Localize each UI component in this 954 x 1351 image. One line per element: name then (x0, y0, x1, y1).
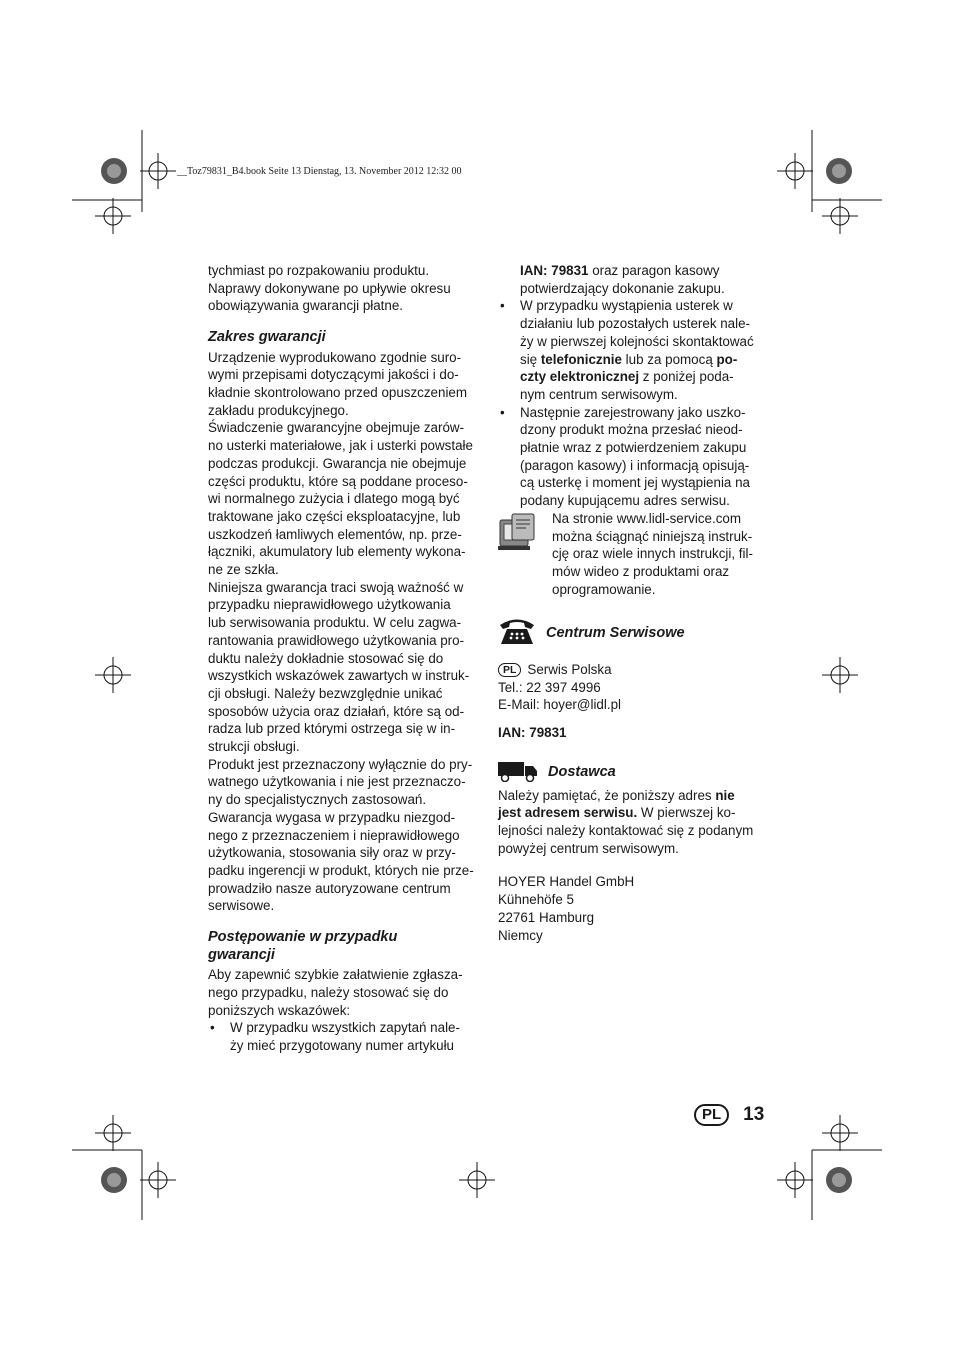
service-phone: Tel.: 22 397 4996 (498, 679, 601, 695)
web-text-line: Na stronie www.lidl-service.com (552, 510, 742, 526)
postepowanie-heading-cont: gwarancji (208, 946, 275, 963)
supplier-note (498, 804, 773, 822)
bullet-text-cont: cą usterkę i moment jej wystąpienia na (520, 475, 750, 491)
postepowanie-line: nego przypadku, należy stosować się do (208, 984, 449, 1000)
zakres-line: radza lub przed którymi ostrzega się w in- (208, 721, 456, 737)
bullet-glyph: • (210, 1020, 215, 1036)
list-item (498, 297, 773, 315)
zakres-line: zakładu produkcyjnego. (208, 402, 349, 418)
address-line: HOYER Handel GmbH (498, 874, 635, 890)
country-badge: PL (498, 663, 521, 677)
zakres-line: rantowania prawidłowego użytkowania pro- (208, 632, 465, 648)
address-line: Kühnehöfe 5 (498, 892, 574, 908)
bullet-text: lub za pomocą (621, 351, 717, 367)
zakres-line: Gwarancja wygasa w przypadku niezgod- (208, 809, 456, 825)
bullet-text: oraz paragon kasowy (588, 263, 720, 278)
zakres-line: Urządzenie wyprodukowano zgodnie suro- (208, 349, 462, 365)
zakres-line: wymi przepisami dotyczącymi jakości i do- (208, 367, 459, 383)
zakres-line: cji obsługi. Należy bezwzględnie unikać (208, 685, 443, 701)
truck-icon (498, 760, 538, 787)
supplier-note (498, 787, 773, 805)
bullet-text: W przypadku wystąpienia usterek w (520, 298, 733, 314)
bullet-text-cont (498, 368, 773, 386)
service-name-line (498, 661, 773, 679)
zakres-line: podczas produkcji. Gwarancja nie obejmuje (208, 455, 467, 471)
zakres-line: wi normalnego zużycia i dlatego mogą być (208, 491, 460, 507)
zakres-line: padku ingerencji w produkt, których nie prze- (208, 863, 474, 878)
zakres-line: ny do specjalistycznych zastosowań. (208, 792, 427, 808)
bullet-text-cont: potwierdzający dokonanie zakupu. (520, 280, 725, 296)
zakres-heading: Zakres gwarancji (208, 329, 326, 346)
zakres-line: Produkt jest przeznaczony wyłącznie do pry- (208, 756, 473, 772)
list-item (498, 404, 773, 422)
ian-inline: IAN: 79831 (520, 263, 589, 278)
zakres-line: części produktu, które są poddane proceso- (208, 473, 468, 489)
language-badge: PL (694, 1104, 729, 1126)
bullet-text-cont: nym centrum serwisowym. (520, 386, 678, 402)
zakres-line: kładnie skontrolowano przed opuszczeniem (208, 385, 468, 401)
zakres-line: sposobów użycia oraz działań, które są od- (208, 703, 465, 719)
service-heading-row (498, 616, 773, 651)
right-column (498, 262, 773, 944)
zakres-line: ne ze szkła. (208, 562, 279, 578)
zakres-line: strukcji obsługi. (208, 739, 300, 755)
bullet-text-cont: (paragon kasowy) i informacją opisują- (520, 457, 750, 473)
zakres-line: łączniki, akumulatory lub elementy wykona- (208, 544, 466, 560)
bullet-text-cont: dzony produkt można przesłać nieod- (520, 422, 743, 438)
bullet-glyph: • (500, 404, 505, 420)
postepowanie-heading: Postępowanie w przypadku (208, 929, 398, 946)
zakres-line: uszkodzeń łamliwych elementów, np. prze- (208, 526, 462, 542)
bold-email: po- (716, 351, 738, 367)
page-footer (694, 1104, 764, 1126)
web-text-line: oprogramowanie. (552, 581, 656, 597)
supplier-text: Należy pamiętać, że poniższy adres (498, 787, 716, 803)
zakres-line: lub serwisowania produktu. W celu zagwa- (208, 615, 462, 631)
bullet-text: Następnie zarejestrowany jako uszko- (520, 404, 746, 420)
zakres-line: przypadku nieprawidłowego użytkowania (208, 597, 451, 613)
ian-number: IAN: 79831 (498, 725, 567, 741)
bullet-text-cont: ży w pierwszej kolejności skontaktować (520, 333, 754, 349)
bullet-text-cont: działaniu lub pozostałych usterek nale- (520, 316, 751, 332)
bullet-text-cont (498, 262, 773, 280)
bullet-text: W przypadku wszystkich zapytań nale- (230, 1020, 460, 1036)
zakres-line: wszystkich wskazówek zawartych w instruk- (208, 668, 470, 684)
zakres-line: prowadziło nasze autoryzowane centrum (208, 880, 451, 896)
zakres-line: traktowane jako części eksploatacyjne, lub (208, 508, 461, 524)
bullet-text: się (520, 351, 541, 367)
address-line: Niemcy (498, 927, 543, 943)
supplier-heading-row (498, 760, 773, 787)
bullet-text-cont: ży mieć przygotowany numer artykułu (230, 1037, 455, 1053)
web-download-icon (498, 512, 542, 599)
web-text-line: cję oraz wiele innych instrukcji, fil- (552, 546, 753, 562)
supplier-text: W pierwszej ko- (637, 805, 736, 821)
list-item (208, 1019, 483, 1037)
supplier-heading: Dostawca (548, 764, 616, 781)
supplier-note: powyżej centrum serwisowym. (498, 840, 679, 856)
service-email: E-Mail: hoyer@lidl.pl (498, 697, 621, 713)
zakres-line: Świadczenie gwarancyjne obejmuje zarów- (208, 420, 465, 436)
zakres-line: Niniejsza gwarancja traci swoją ważność w (208, 579, 464, 595)
bullet-glyph: • (500, 298, 505, 314)
bold-phone: telefonicznie (540, 351, 622, 367)
postepowanie-line: Aby zapewnić szybkie załatwienie zgłasza- (208, 967, 463, 983)
phone-icon (498, 616, 536, 651)
intro-line: tychmiast po rozpakowaniu produktu. (208, 263, 430, 278)
service-name: Serwis Polska (527, 662, 612, 678)
bullet-text-cont: podany kupującemu adres serwisu. (520, 493, 730, 509)
web-download-note (498, 510, 773, 599)
supplier-bold: nie (715, 787, 735, 803)
web-text-line: można ściągnąć niniejszą instruk- (552, 528, 753, 544)
web-text-line: mów wideo z produktami oraz (552, 563, 730, 579)
address-line: 22761 Hamburg (498, 909, 595, 925)
zakres-line: duktu należy dokładnie stosować się do (208, 650, 444, 666)
bullet-text: z poniżej poda- (639, 369, 734, 385)
supplier-note: lejności należy kontaktować się z podanym (498, 822, 754, 838)
service-heading: Centrum Serwisowe (546, 624, 685, 641)
intro-line: Naprawy dokonywane po upływie okresu (208, 280, 451, 296)
left-column (208, 262, 483, 1055)
file-header: __Toz79831_B4.book Seite 13 Dienstag, 13. November 2012 12:32 00 (177, 166, 462, 177)
bullet-text-cont: płatnie wraz z potwierdzeniem zakupu (520, 440, 747, 456)
zakres-line: no usterki materiałowe, jak i usterki powstałe (208, 438, 473, 454)
bold-email: czty elektronicznej (520, 369, 640, 385)
zakres-line: nego z przeznaczeniem i nieprawidłowego (208, 827, 460, 843)
zakres-line: watnego użytkowania i nie jest przeznaczo- (208, 774, 466, 790)
bullet-text-cont (498, 351, 773, 369)
zakres-line: użytkowania, stosowania siły oraz w przy- (208, 845, 456, 861)
postepowanie-line: poniższych wskazówek: (208, 1002, 351, 1018)
page-number: 13 (743, 1104, 765, 1125)
zakres-line: serwisowe. (208, 898, 275, 914)
intro-line: obowiązywania gwarancji płatne. (208, 298, 404, 314)
supplier-bold: jest adresem serwisu. (498, 805, 638, 821)
